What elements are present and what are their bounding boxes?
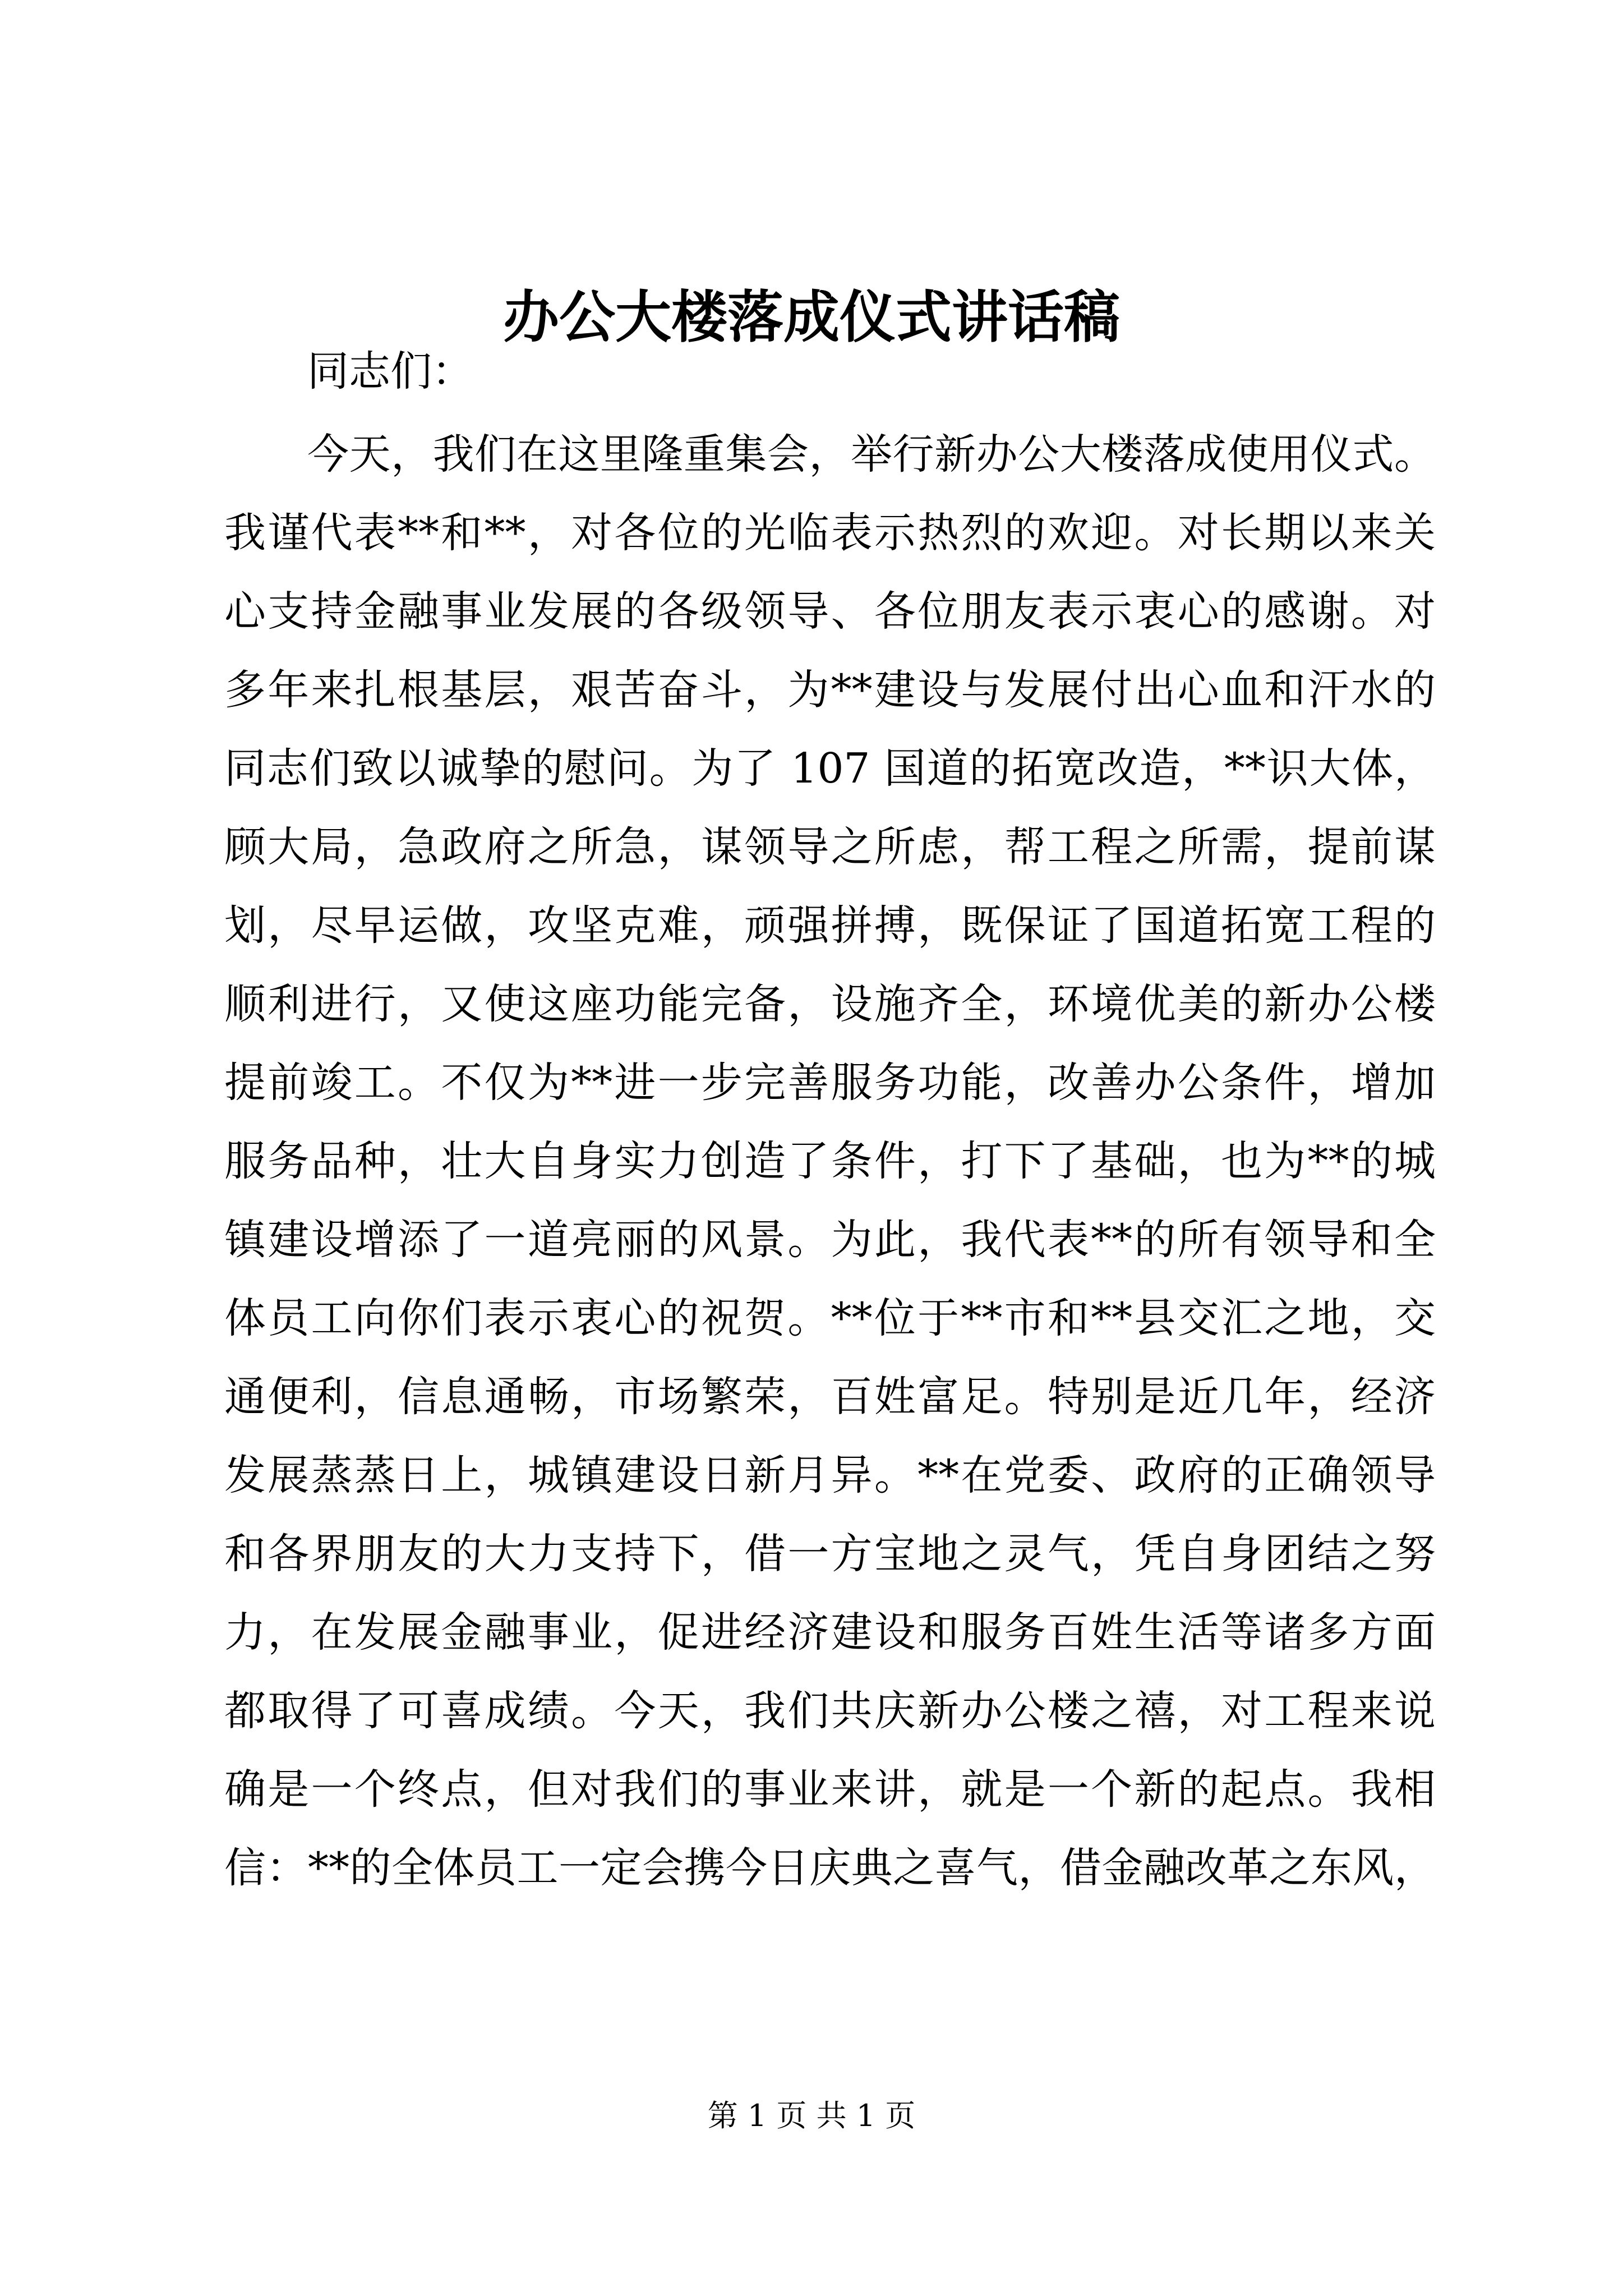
paragraph-line: 同志们致以诚挚的慰问。为了 107 国道的拓宽改造，**识大体，	[224, 744, 1436, 793]
page-title: 办公大楼落成仪式讲话稿	[503, 284, 1120, 350]
paragraph-line: 体员工向你们表示衷心的祝贺。**位于**市和**县交汇之地，交	[224, 1294, 1436, 1342]
paragraph-line: 信：**的全体员工一定会携今日庆典之喜气，借金融改革之东风，	[224, 1844, 1436, 1892]
paragraph-line: 和各界朋友的大力支持下，借一方宝地之灵气，凭自身团结之努	[224, 1530, 1436, 1578]
page-number-footer: 第 1 页 共 1 页	[707, 2098, 916, 2133]
paragraph-line: 都取得了可喜成绩。今天，我们共庆新办公楼之禧，对工程来说	[224, 1687, 1436, 1735]
salutation: 同志们：	[307, 347, 473, 395]
paragraph-line: 今天，我们在这里隆重集会，举行新办公大楼落成使用仪式。	[307, 430, 1436, 478]
paragraph-line: 确是一个终点，但对我们的事业来讲，就是一个新的起点。我相	[224, 1765, 1436, 1814]
paragraph-line: 顾大局，急政府之所急，谋领导之所虑，帮工程之所需，提前谋	[224, 823, 1436, 871]
paragraph-line: 服务品种，壮大自身实力创造了条件，打下了基础，也为**的城	[224, 1137, 1436, 1185]
paragraph-line: 力，在发展金融事业，促进经济建设和服务百姓生活等诸多方面	[224, 1608, 1436, 1657]
paragraph-line: 镇建设增添了一道亮丽的风景。为此，我代表**的所有领导和全	[224, 1216, 1436, 1264]
paragraph-line: 提前竣工。不仅为**进一步完善服务功能，改善办公条件，增加	[224, 1059, 1436, 1107]
paragraph-line: 顺利进行，又使这座功能完备，设施齐全，环境优美的新办公楼	[224, 980, 1436, 1028]
paragraph-line: 我谨代表**和**，对各位的光临表示热烈的欢迎。对长期以来关	[224, 509, 1436, 557]
paragraph-line: 多年来扎根基层，艰苦奋斗，为**建设与发展付出心血和汗水的	[224, 666, 1436, 714]
paragraph-line: 心支持金融事业发展的各级领导、各位朋友表示衷心的感谢。对	[224, 587, 1436, 636]
paragraph-line: 通便利，信息通畅，市场繁荣，百姓富足。特别是近几年，经济	[224, 1373, 1436, 1421]
paragraph-line: 发展蒸蒸日上，城镇建设日新月异。**在党委、政府的正确领导	[224, 1451, 1436, 1499]
paragraph-line: 划，尽早运做，攻坚克难，顽强拼搏，既保证了国道拓宽工程的	[224, 901, 1436, 950]
